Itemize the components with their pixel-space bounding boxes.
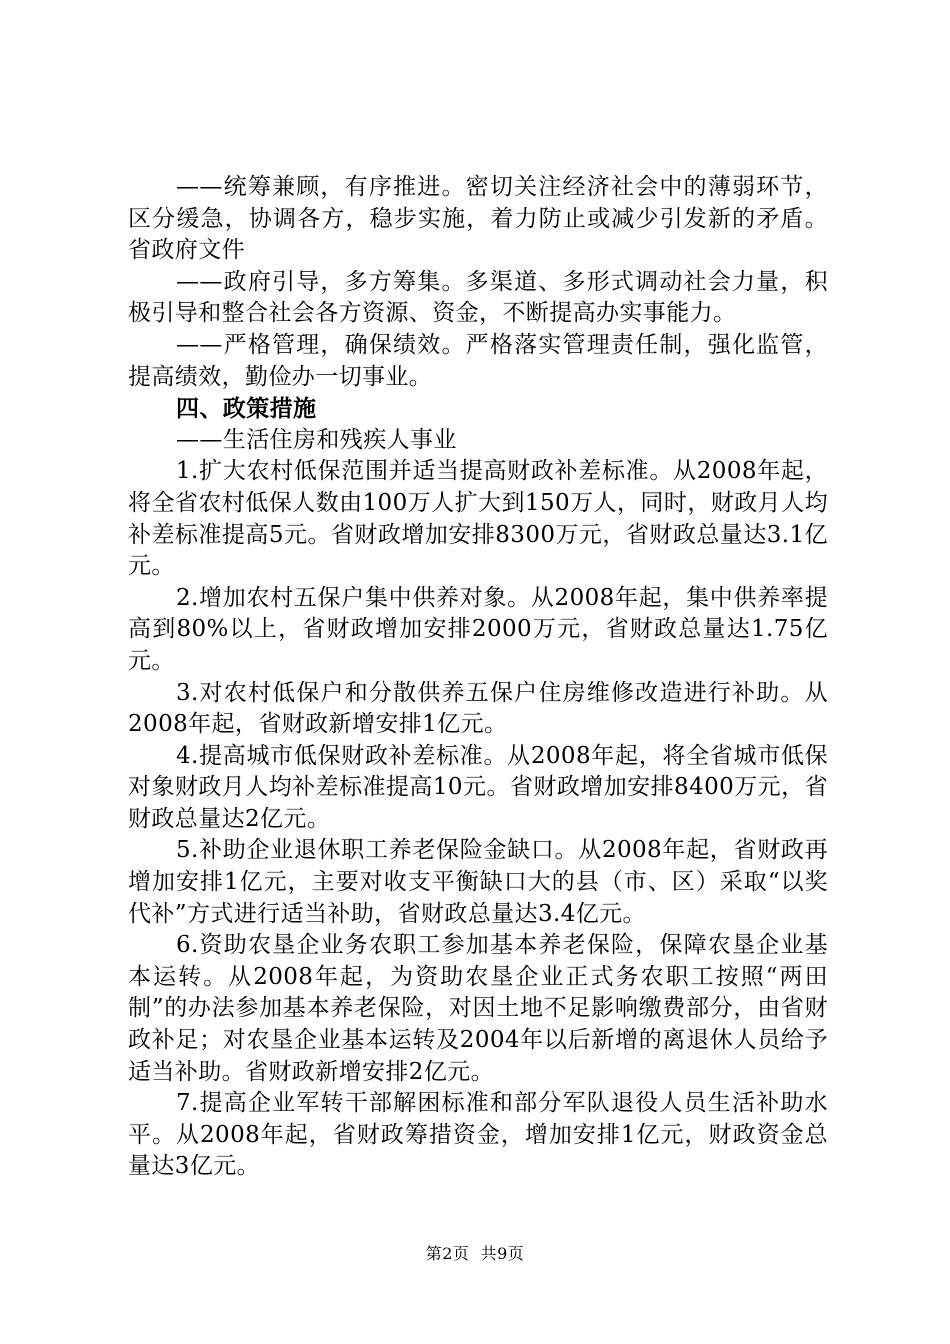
measure-item-2: 2.增加农村五保户集中供养对象。从2008年起，集中供养率提高到80%以上，省财政增加安排2000万元，省财政总量达1.75亿元。 [128, 584, 828, 674]
measure-item-1: 1.扩大农村低保范围并适当提高财政补差标准。从2008年起，将全省农村低保人数由100万人扩大到150万人，同时，财政月人均补差标准提高5元。省财政增加安排8300万元，省财政总量达3.1亿元。 [128, 458, 828, 580]
document-body [128, 172, 828, 1183]
measure-item-4: 4.提高城市低保财政补差标准。从2008年起，将全省城市低保对象财政月人均补差标准提高10元。省财政增加安排8400万元，省财政总量达2亿元。 [128, 742, 828, 832]
principle-paragraph-1: ——统筹兼顾，有序推进。密切关注经济社会中的薄弱环节，区分缓急，协调各方，稳步实施，着力防止或减少引发新的矛盾。省政府文件 [128, 174, 828, 264]
page-footer [0, 1244, 950, 1264]
measure-item-5: 5.补助企业退休职工养老保险金缺口。从2008年起，省财政再增加安排1亿元，主要对收支平衡缺口大的县（市、区）采取“以奖代补”方式进行适当补助，省财政总量达3.4亿元。 [128, 837, 828, 927]
section-heading: 四、政策措施 [176, 395, 317, 423]
subsection-title: ——生活住房和残疾人事业 [176, 426, 457, 453]
page-number: 第2页 共9页 [425, 1244, 525, 1263]
principle-paragraph-3: ——严格管理，确保绩效。严格落实管理责任制，强化监管，提高绩效，勤俭办一切事业。 [128, 331, 828, 390]
measure-item-6: 6.资助农垦企业务农职工参加基本养老保险，保障农垦企业基本运转。从2008年起，为资助农垦企业正式务农职工按照“两田制”的办法参加基本养老保险，对因土地不足影响缴费部分，由省财政补足；对农垦企业基本运转及2004年以后新增的离退休人员给予适当补助。省财政新增安排2亿元。 [128, 932, 828, 1085]
principle-paragraph-2: ——政府引导，多方筹集。多渠道、多形式调动社会力量，积极引导和整合社会各方资源、资金，不断提高办实事能力。 [128, 268, 828, 327]
measure-item-7: 7.提高企业军转干部解困标准和部分军队退役人员生活补助水平。从2008年起，省财政筹措资金，增加安排1亿元，财政资金总量达3亿元。 [128, 1090, 828, 1180]
measure-item-3: 3.对农村低保户和分散供养五保户住房维修改造进行补助。从2008年起，省财政新增安排1亿元。 [128, 679, 828, 738]
